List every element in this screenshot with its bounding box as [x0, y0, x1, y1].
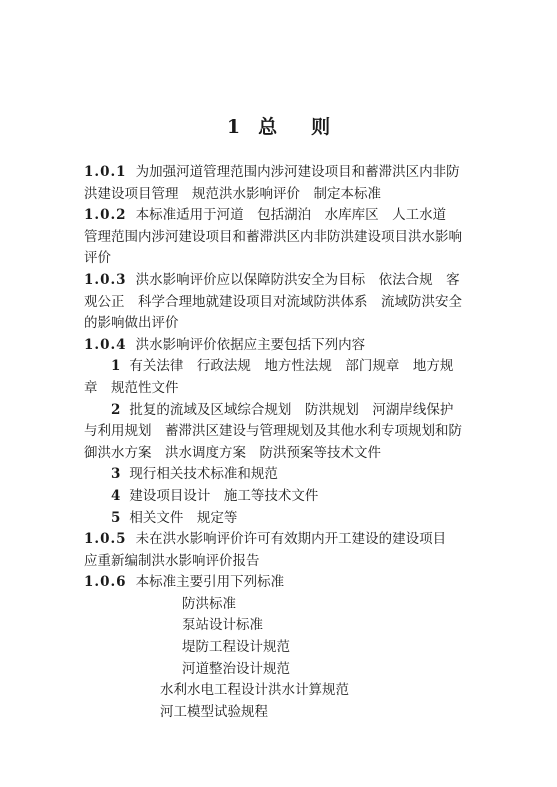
clause-1-0-2: [84, 205, 479, 227]
item-number: 2: [111, 401, 121, 418]
list-item-2: [84, 400, 479, 422]
clause-number: 1.0.1: [84, 164, 127, 180]
reference-standard: 河工模型试验规程: [160, 703, 268, 720]
clause-number: 1.0.6: [84, 574, 127, 591]
clause-text: 未在洪水影响评价许可有效期内开工建设的建设项目: [135, 531, 447, 548]
list-item-3: [84, 464, 479, 486]
clause-text: 本标准适用于河道 包括湖泊 水库库区 人工水道: [135, 207, 447, 224]
clause-text: 洪水影响评价依据应主要包括下列内容: [135, 336, 366, 353]
clause-text: 本标准主要引用下列标准: [135, 574, 285, 591]
chapter-number: 1: [226, 116, 241, 138]
text-line: 与利用规划 蓄滞洪区建设与管理规划及其他水利专项规划和防: [84, 423, 462, 440]
chapter-title: [0, 112, 557, 139]
text-line: 应重新编制洪水影响评价报告: [84, 552, 260, 569]
text-line: 观公正 科学合理地就建设项目对流域防洪体系 流域防洪安全: [84, 293, 462, 310]
reference-standard: 水利水电工程设计洪水计算规范: [160, 682, 349, 699]
text-line: 御洪水方案 洪水调度方案 防洪预案等技术文件: [84, 444, 381, 461]
clause-number: 1.0.3: [84, 271, 127, 288]
list-item-1: [84, 356, 479, 378]
clause-1-0-1: [84, 162, 479, 184]
text-line: 的影响做出评价: [84, 315, 179, 332]
text-line: 评价: [84, 250, 111, 267]
chapter-title-char-1: 总: [258, 116, 278, 138]
clause-1-0-5: [84, 529, 479, 551]
clause-number: 1.0.2: [84, 207, 127, 224]
clause-1-0-4: [84, 335, 479, 357]
item-number: 1: [111, 358, 121, 375]
item-text: 有关法律 行政法规 地方性法规 部门规章 地方规: [129, 358, 454, 375]
reference-standard: 泵站设计标准: [182, 617, 263, 634]
clause-1-0-6: [84, 572, 479, 594]
item-text: 相关文件 规定等: [129, 509, 238, 526]
item-text: 建设项目设计 施工等技术文件: [129, 487, 319, 504]
item-number: 5: [111, 509, 121, 526]
reference-standard: 防洪标准: [182, 595, 236, 612]
item-text: 现行相关技术标准和规范: [129, 466, 278, 483]
text-line: 章 规范性文件: [84, 379, 179, 396]
clause-text: 为加强河道管理范围内涉河建设项目和蓄滞洪区内非防: [135, 164, 460, 180]
text-line: 管理范围内涉河建设项目和蓄滞洪区内非防洪建设项目洪水影响: [84, 228, 462, 245]
item-number: 4: [111, 487, 121, 504]
document-body: [84, 162, 479, 723]
item-number: 3: [111, 466, 121, 483]
clause-number: 1.0.4: [84, 336, 127, 353]
list-item-5: [84, 508, 479, 530]
reference-standard: 堤防工程设计规范: [182, 639, 290, 656]
text-line: 洪建设项目管理 规范洪水影响评价 制定本标准: [84, 185, 381, 202]
item-text: 批复的流域及区域综合规划 防洪规划 河湖岸线保护: [129, 401, 454, 418]
clause-number: 1.0.5: [84, 531, 127, 548]
clause-1-0-3: [84, 270, 479, 292]
chapter-title-char-2: 则: [311, 116, 331, 138]
reference-standard: 河道整治设计规范: [182, 660, 290, 677]
list-item-4: [84, 486, 479, 508]
clause-text: 洪水影响评价应以保障防洪安全为目标 依法合规 客: [135, 271, 460, 288]
